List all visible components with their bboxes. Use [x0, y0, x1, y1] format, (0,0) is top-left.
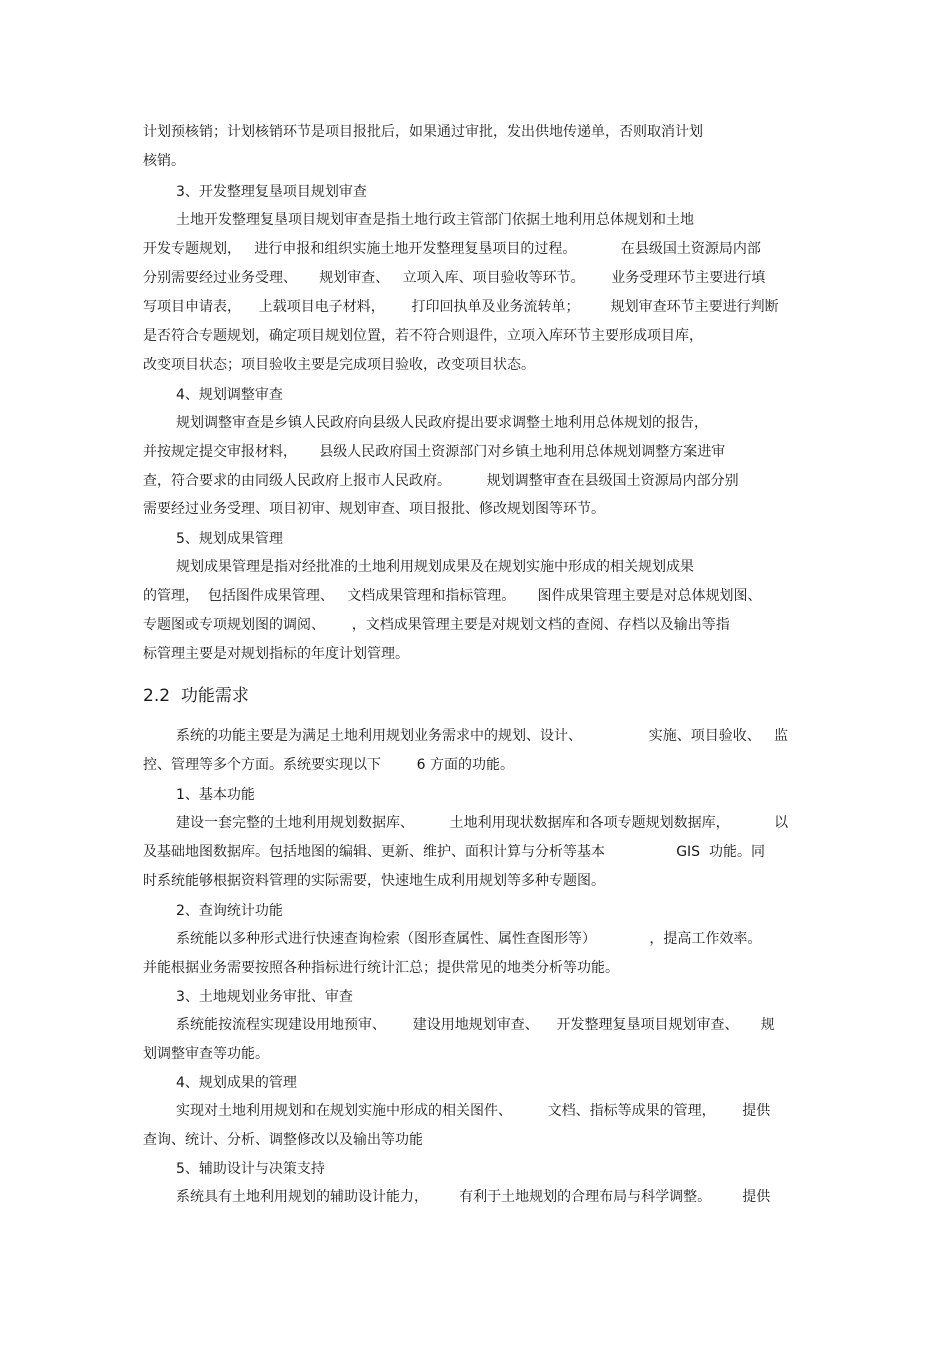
paragraph-line: 标管理主要是对规划指标的年度计划管理。: [143, 646, 409, 662]
paragraph-line: 是否符合专题规划，确定项目规划位置，若不符合则退件，立项入库环节主要形成项目库，: [143, 328, 703, 344]
paragraph-line: 规划调整审查是乡镇人民政府向县级人民政府提出要求调整土地利用总体规划的报告，: [176, 415, 708, 431]
paragraph-line: 需要经过业务受理、项目初审、规划审查、项目报批、修改规划图等环节。: [143, 501, 605, 517]
paragraph-line: 规划成果管理是指对经批准的土地利用规划成果及在规划实施中形成的相关规划成果: [176, 559, 694, 575]
paragraph-line: 的管理， 包括图件成果管理、 文档成果管理和指标管理。 图件成果管理主要是对总体规划图、: [143, 588, 762, 604]
paragraph-line: 专题图或专项规划图的调阅、 ，文档成果管理主要是对规划文档的查阅、存档以及输出等指: [143, 617, 730, 633]
paragraph-line: 实现对土地利用规划和在规划实施中形成的相关图件、 文档、指标等成果的管理， 提供: [176, 1103, 771, 1119]
paragraph-line: 系统能以多种形式进行快速查询检索（图形查属性、属性查图形等） ，提高工作效率。: [176, 931, 762, 947]
paragraph-line: 控、管理等多个方面。系统要实现以下 6 方面的功能。: [143, 757, 514, 773]
paragraph-line: 系统能按流程实现建设用地预审、 建设用地规划审查、 开发整理复垦项目规划审查、 规: [176, 1017, 775, 1033]
paragraph-line: 核销。: [143, 153, 185, 169]
subheading-item-3: 3、开发整理复垦项目规划审查: [176, 184, 367, 200]
subheading-item-1: 1、基本功能: [176, 787, 255, 803]
paragraph-line: 查，符合要求的由同级人民政府上报市人民政府。 规划调整审查在县级国土资源局内部分别: [143, 473, 739, 489]
paragraph-line: 并按规定提交审报材料， 县级人民政府国土资源部门对乡镇土地利用总体规划调整方案进审: [143, 444, 726, 460]
paragraph-line: 划调整审查等功能。: [143, 1046, 269, 1062]
paragraph-line: 时系统能够根据资料管理的实际需要，快速地生成利用规划等多种专题图。: [143, 873, 605, 889]
paragraph-line: 土地开发整理复垦项目规划审查是指土地行政主管部门依据土地利用总体规划和土地: [176, 212, 694, 228]
paragraph-line: 分别需要经过业务受理、 规划审查、 立项入库、项目验收等环节。 业务受理环节主要进行填: [143, 270, 766, 286]
subheading-item-4: 4、规划成果的管理: [176, 1075, 297, 1091]
paragraph-line: 查询、统计、分析、调整修改以及输出等功能: [143, 1132, 423, 1148]
paragraph-line: 并能根据业务需要按照各种指标进行统计汇总；提供常见的地类分析等功能。: [143, 960, 619, 976]
paragraph-line: 写项目申请表， 上载项目电子材料， 打印回执单及业务流转单； 规划审查环节主要进行判断: [143, 299, 779, 315]
paragraph-line: 及基础地图数据库。包括地图的编辑、更新、维护、面积计算与分析等基本 GIS 功能。同: [143, 844, 765, 860]
paragraph-line: 开发专题规划， 进行申报和组织实施土地开发整理复垦项目的过程。 在县级国土资源局内部: [143, 241, 761, 257]
paragraph-line: 改变项目状态；项目验收主要是完成项目验收，改变项目状态。: [143, 357, 535, 373]
paragraph-line: 系统的功能主要是为满足土地利用规划业务需求中的规划、设计、 实施、项目验收、 监: [176, 728, 789, 744]
subheading-item-3: 3、土地规划业务审批、审查: [176, 989, 353, 1005]
paragraph-line: 建设一套完整的土地利用规划数据库、 土地利用现状数据库和各项专题规划数据库， 以: [176, 815, 789, 831]
section-heading: 2.2 功能需求: [143, 686, 249, 706]
subheading-item-5: 5、辅助设计与决策支持: [176, 1161, 325, 1177]
subheading-item-2: 2、查询统计功能: [176, 903, 283, 919]
paragraph-line: 计划预核销；计划核销环节是项目报批后，如果通过审批，发出供地传递单，否则取消计划: [143, 124, 703, 140]
subheading-item-4: 4、规划调整审查: [176, 387, 283, 403]
paragraph-line: 系统具有土地利用规划的辅助设计能力， 有利于土地规划的合理布局与科学调整。 提供: [176, 1189, 771, 1205]
subheading-item-5: 5、规划成果管理: [176, 531, 283, 547]
